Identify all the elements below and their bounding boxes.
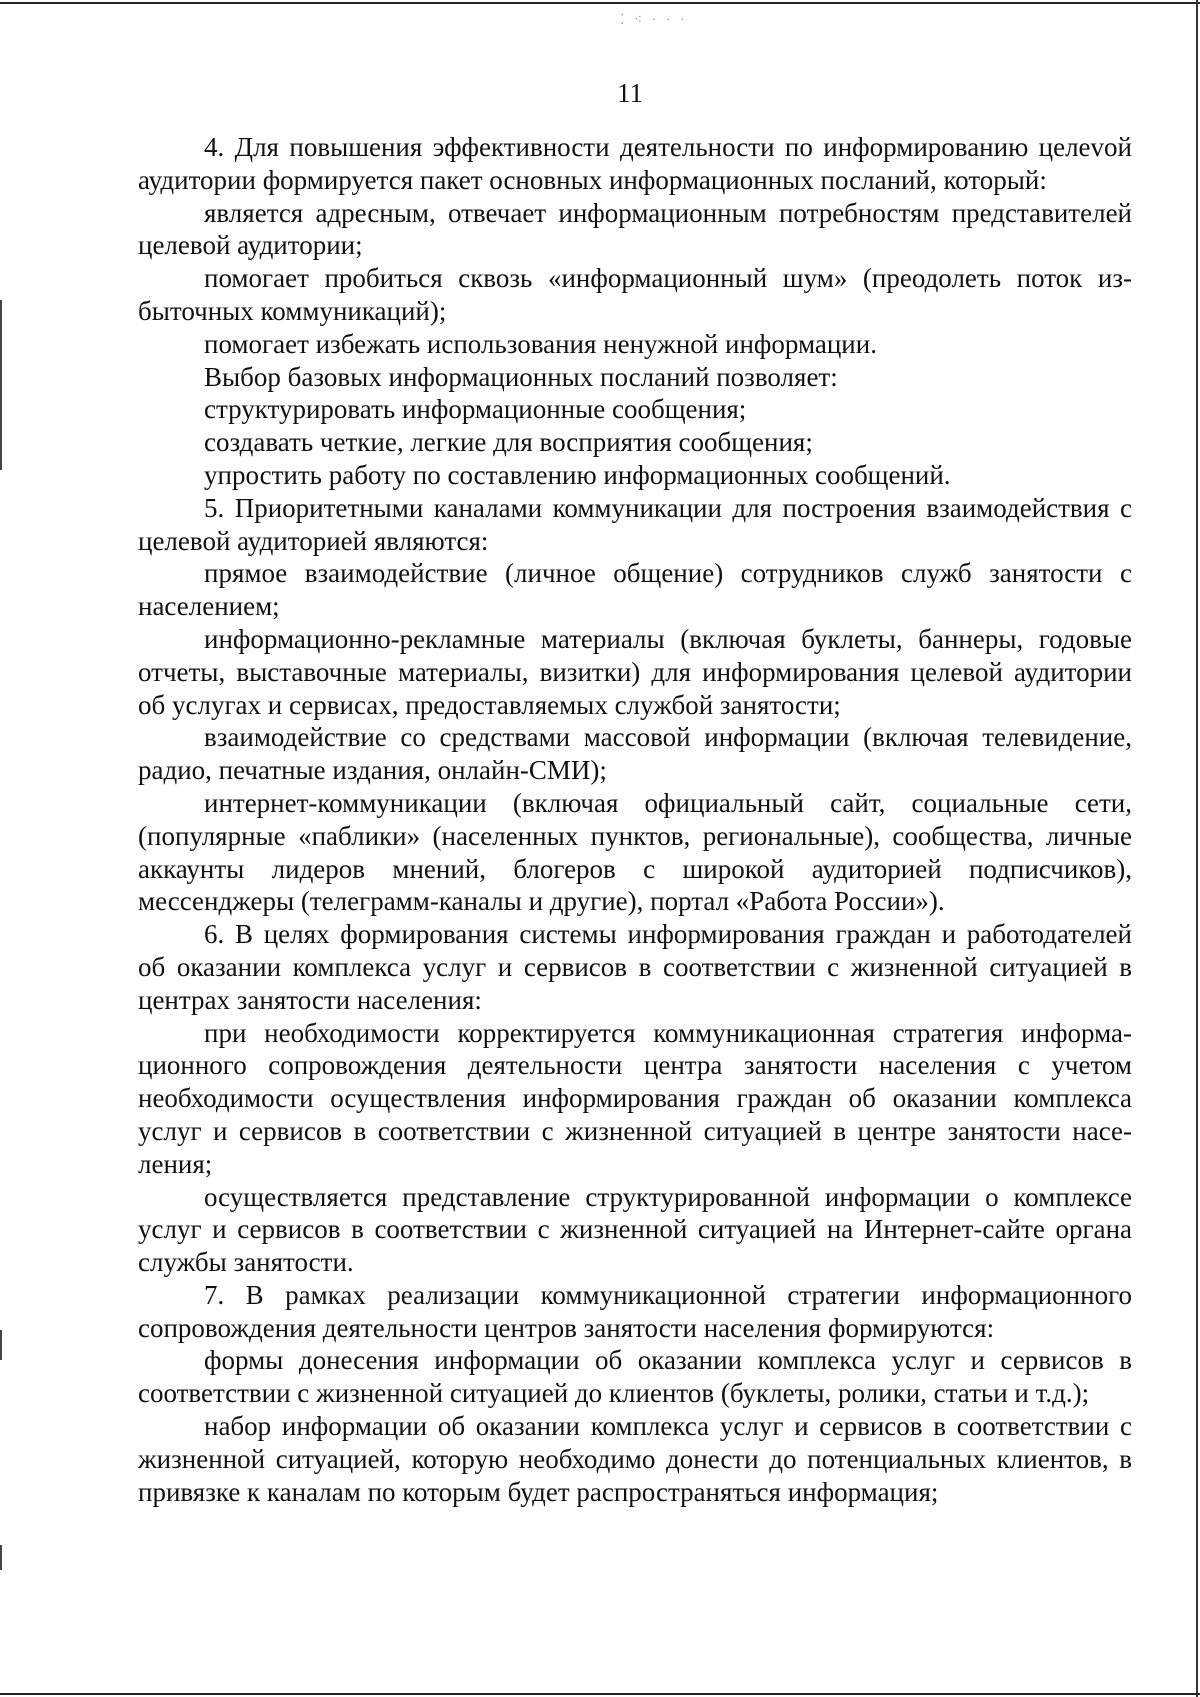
paragraph: интернет-коммуникации (включая официальный сайт, социальные сети, (популярные «паблики» (населенных пунктов, региональные), сообщества, личные аккаунты лидеров мнений, блогеров с широкой аудиторией подписчиков), мессенджеры (телеграмм-каналы и другие), портал «Работа России»). — [138, 787, 1132, 917]
scan-right-border — [1196, 0, 1198, 1697]
page-number: 11 — [617, 78, 643, 108]
paragraph: осуществляется представление структурированной информации о комплексе услуг и сервисов в соответствии с жизненной ситуацией на Интернет-сайте органа службы занятости. — [138, 1181, 1132, 1278]
scan-left-mark — [0, 1545, 2, 1570]
paragraph: упростить работу по составлению информационных сообщений. — [204, 459, 951, 490]
paragraph: 7. В рамках реализации коммуникационной стратегии информационного сопровождения деятельности центров занятости населения формируются: — [138, 1279, 1132, 1343]
paragraph: взаимодействие со средствами массовой информации (включая телевидение, радио, печатные издания, онлайн-СМИ); — [138, 722, 1132, 786]
scan-left-mark — [0, 1330, 2, 1360]
paragraph: помогает пробиться сквозь «информационный шум» (преодолеть поток избыточных коммуникаций); — [138, 263, 1132, 326]
paragraph: 6. В целях формирования системы информирования граждан и работодателей об оказании комплекса услуг и сервисов в соответствии с жизненной ситуацией в центрах занятости населения: — [138, 919, 1132, 1015]
paragraph: информационно-рекламные материалы (включая буклеты, баннеры, годовые отчеты, выставочные материалы, визитки) для информирования целевой аудитории об услугах и сервисах, предоставляемых службой занятости; — [138, 623, 1132, 720]
scan-bottom-border — [0, 1693, 1200, 1695]
paragraph: 4. Для повышения эффективности деятельности по информированию целеvой аудитории формируется пакет основных информационных посланий, который: — [138, 132, 1132, 195]
paragraph: набор информации об оказании комплекса услуг и сервисов в соответствии с жизненной ситуацией, которую необходимо донести до потенциальных клиентов, в привязке к каналам по которым будет распространяться информация; — [138, 1411, 1132, 1507]
paragraph: прямое взаимодействие (личное общение) сотрудников служб занятости с населением; — [138, 558, 1132, 622]
paragraph: при необходимости корректируется коммуникационная стратегия информационного сопровождения деятельности центра занятости населения с учетом необходимости осуществления информирования граждан об оказании комплекса услуг и сервисов в соответствии с жизненной ситуацией в центре занятости населения; — [138, 1017, 1132, 1179]
scan-top-border — [0, 2, 1200, 4]
paragraph: является адресным, отвечает информационным потребностям представителей целевой аудитории; — [138, 197, 1132, 261]
scan-left-mark — [0, 300, 2, 470]
paragraph: структурировать информационные сообщения; — [204, 394, 747, 425]
paragraph: создавать четкие, легкие для восприятия сообщения; — [204, 427, 813, 458]
paragraph: 5. Приоритетными каналами коммуникации для построения взаимодействия с целевой аудиторией являются: — [138, 492, 1132, 556]
paragraph: формы донесения информации об оказании комплекса услуг и сервисов в соответствии с жизненной ситуацией до клиентов (буклеты, ролики, статьи и т.д.); — [138, 1345, 1132, 1409]
scan-noise-speckle: ⁚ ⁖ · · · — [620, 13, 688, 28]
document-body — [138, 131, 1132, 1508]
paragraph: Выбор базовых информационных посланий позволяет: — [204, 361, 838, 392]
paragraph: помогает избежать использования ненужной информации. — [204, 328, 877, 359]
